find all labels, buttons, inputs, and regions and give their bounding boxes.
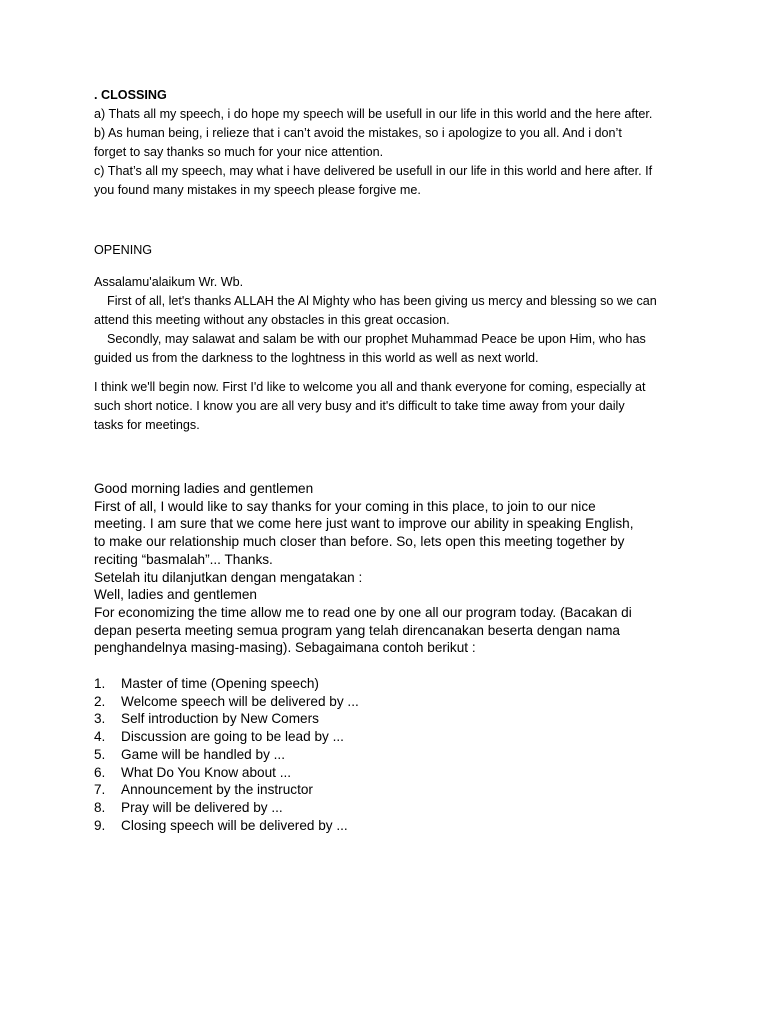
list-item: [94, 781, 694, 799]
closing-line-c2: you found many mistakes in my speech please forgive me.: [94, 183, 421, 197]
list-item-text: What Do You Know about ...: [121, 764, 292, 780]
opening-p3-line3: tasks for meetings.: [94, 418, 200, 432]
morning-line-1: Good morning ladies and gentlemen: [94, 481, 314, 496]
list-item-text: Closing speech will be delivered by ...: [121, 817, 348, 833]
list-item: [94, 693, 694, 711]
opening-p3-line1: I think we'll begin now. First I'd like to welcome you all and thank everyone for coming, especially at: [94, 380, 646, 394]
list-item-text: Pray will be delivered by ...: [121, 799, 283, 815]
list-item-text: Discussion are going to be lead by ...: [121, 729, 344, 745]
list-item: [94, 710, 694, 728]
closing-line-c1: c) That’s all my speech, may what i have delivered be usefull in our life in this world and here after. If: [94, 164, 653, 178]
morning-line-2: First of all, I would like to say thanks for your coming in this place, to join to our nice: [94, 498, 596, 514]
list-item: [94, 746, 694, 764]
list-item-number: 1.: [94, 676, 106, 691]
opening-section: [94, 241, 694, 260]
closing-section: [94, 86, 694, 200]
opening-heading: OPENING: [94, 243, 153, 257]
morning-line-9: depan peserta meeting semua program yang telah direncanakan beserta dengan nama: [94, 622, 620, 638]
list-item-number: 2.: [94, 693, 106, 709]
list-item-text: Self introduction by New Comers: [121, 711, 319, 727]
morning-line-3: meeting. I am sure that we come here just want to improve our ability in speaking English,: [94, 516, 634, 532]
morning-line-8: For economizing the time allow me to read one by one all our program today. (Bacakan di: [94, 604, 632, 620]
opening-paragraphs: [94, 273, 694, 368]
morning-line-10: penghandelnya masing-masing). Sebagaimana contoh berikut :: [94, 640, 476, 656]
morning-section: [94, 480, 694, 657]
opening-welcome-paragraph: [94, 378, 694, 435]
list-item: [94, 728, 694, 746]
morning-line-4: to make our relationship much closer than before. So, lets open this meeting together by: [94, 534, 625, 550]
list-item-text: Welcome speech will be delivered by ...: [121, 693, 359, 709]
program-list: [94, 675, 694, 834]
opening-p1-line1: First of all, let's thanks ALLAH the Al Mighty who has been giving us mercy and blessing so we can: [107, 294, 657, 308]
list-item-number: 3.: [94, 711, 106, 727]
list-item: [94, 675, 694, 693]
opening-p3-line2: such short notice. I know you are all very busy and it's difficult to take time away from your daily: [94, 399, 625, 413]
opening-greeting: Assalamu'alaikum Wr. Wb.: [94, 275, 244, 289]
morning-line-7: Well, ladies and gentlemen: [94, 587, 257, 603]
list-item-text: Announcement by the instructor: [121, 782, 313, 798]
list-item-number: 5.: [94, 746, 106, 762]
closing-line-b1: b) As human being, i relieze that i can’t avoid the mistakes, so i apologize to you all. And i don’t: [94, 126, 622, 140]
morning-line-6: Setelah itu dilanjutkan dengan mengatakan :: [94, 569, 363, 585]
list-item: [94, 764, 694, 782]
list-item-number: 7.: [94, 782, 106, 798]
opening-p2-line1: Secondly, may salawat and salam be with our prophet Muhammad Peace be upon Him, who has: [107, 332, 646, 346]
list-item-number: 6.: [94, 764, 106, 780]
list-item-text: Master of time (Opening speech): [121, 676, 319, 691]
list-item: [94, 817, 694, 835]
list-item-text: Game will be handled by ...: [121, 746, 285, 762]
program-list-section: [94, 675, 694, 834]
list-item-number: 4.: [94, 729, 106, 745]
morning-line-5: reciting “basmalah”... Thanks.: [94, 551, 273, 567]
closing-heading: . CLOSSING: [94, 88, 167, 102]
opening-p2-line2: guided us from the darkness to the loghtness in this world as well as next world.: [94, 351, 539, 365]
list-item: [94, 799, 694, 817]
list-item-number: 8.: [94, 799, 106, 815]
closing-line-b2: forget to say thanks so much for your nice attention.: [94, 145, 384, 159]
list-item-number: 9.: [94, 817, 106, 833]
opening-p1-line2: attend this meeting without any obstacles in this great occasion.: [94, 313, 450, 327]
closing-line-a: a) Thats all my speech, i do hope my speech will be usefull in our life in this world and the here after.: [94, 107, 653, 121]
